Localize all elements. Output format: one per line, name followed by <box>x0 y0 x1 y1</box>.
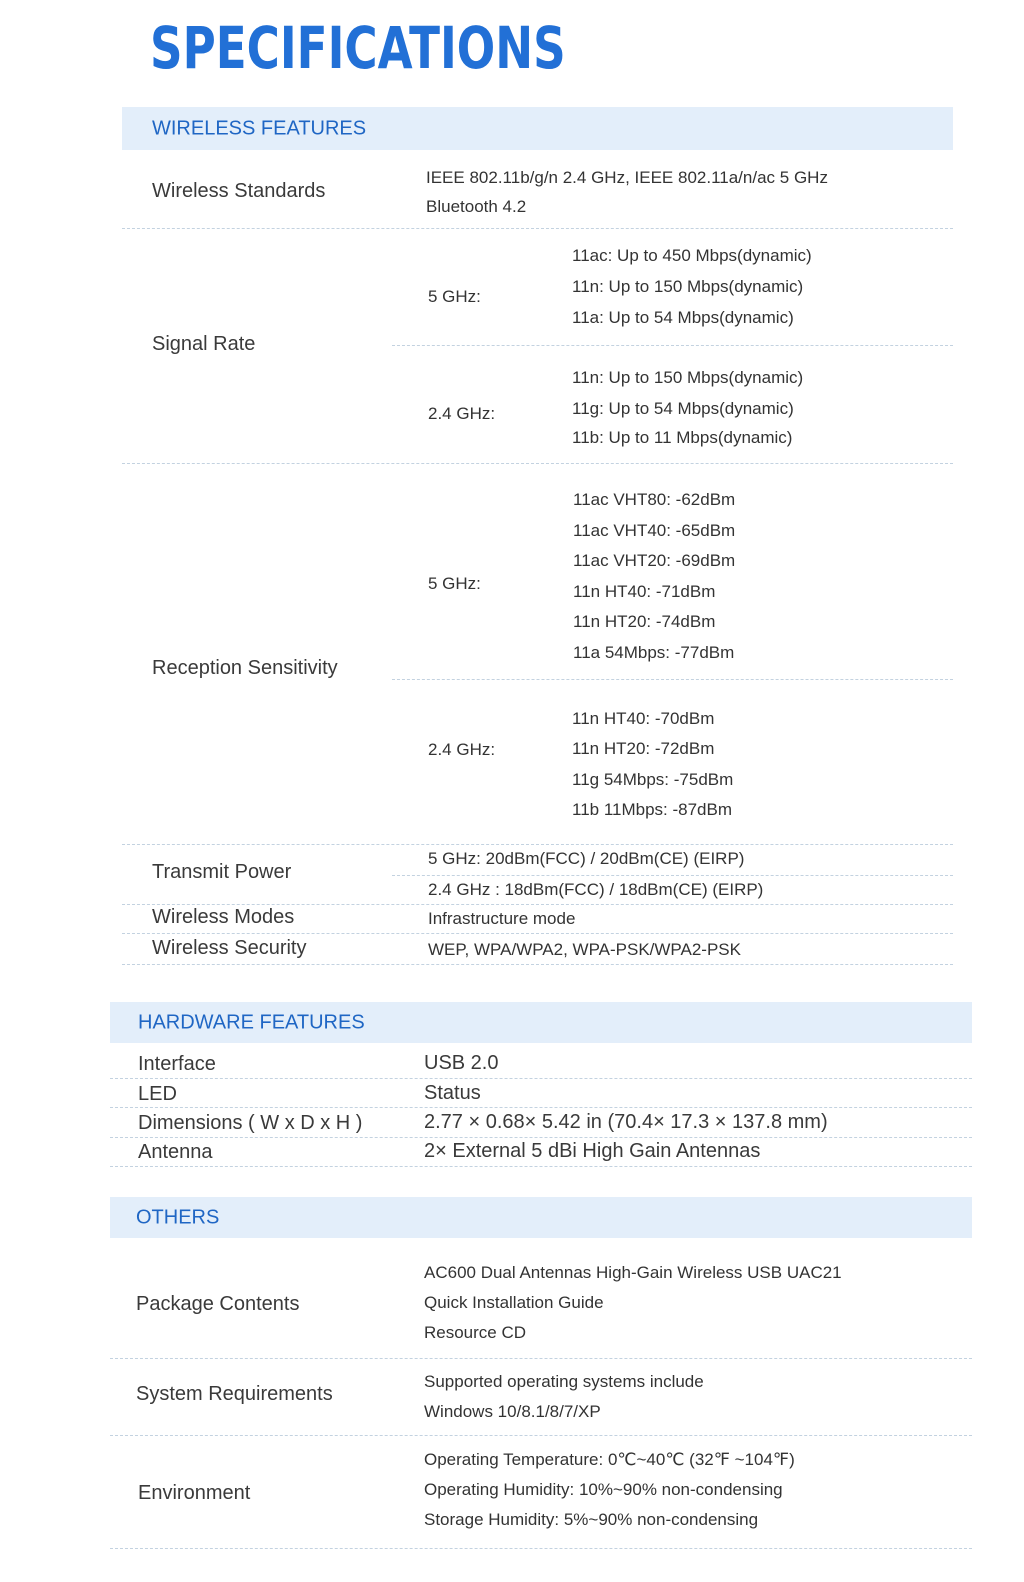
divider <box>110 1078 972 1079</box>
label-package-contents: Package Contents <box>136 1293 300 1315</box>
environment-line: Storage Humidity: 5%~90% non-condensing <box>424 1510 759 1529</box>
reception-5ghz-line: 11n HT40: -71dBm <box>573 582 716 601</box>
section-header-others <box>110 1197 972 1238</box>
divider <box>110 1548 972 1549</box>
band-label-reception-24ghz: 2.4 GHz: <box>428 740 496 759</box>
section-header-hardware <box>110 1002 972 1043</box>
system-line: Windows 10/8.1/8/7/XP <box>424 1402 601 1421</box>
reception-24ghz-line: 11b 11Mbps: -87dBm <box>572 800 733 819</box>
band-label-signal-24ghz: 2.4 GHz: <box>428 404 496 423</box>
section-header-wireless <box>122 107 953 150</box>
divider <box>122 228 953 229</box>
reception-5ghz-line: 11n HT20: -74dBm <box>573 612 716 631</box>
label-wireless-security: Wireless Security <box>152 937 307 959</box>
transmit-line: 2.4 GHz : 18dBm(FCC) / 18dBm(CE) (EIRP) <box>428 880 764 899</box>
label-transmit-power: Transmit Power <box>152 861 292 883</box>
section-title-others: OTHERS <box>136 1206 220 1228</box>
signal-5ghz-line: 11a: Up to 54 Mbps(dynamic) <box>572 308 794 327</box>
signal-24ghz-line: 11g: Up to 54 Mbps(dynamic) <box>572 399 794 418</box>
divider <box>392 875 953 876</box>
reception-24ghz-line: 11n HT40: -70dBm <box>572 709 715 728</box>
label-reception-sensitivity: Reception Sensitivity <box>152 657 338 679</box>
value-wireless-standards-2: Bluetooth 4.2 <box>426 197 527 216</box>
reception-5ghz-line: 11ac VHT40: -65dBm <box>573 521 736 540</box>
value-interface: USB 2.0 <box>424 1052 499 1074</box>
label-dimensions: Dimensions ( W x D x H ) <box>138 1112 363 1134</box>
label-led: LED <box>138 1083 177 1105</box>
divider <box>110 1137 972 1138</box>
divider <box>122 904 953 905</box>
value-antenna: 2× External 5 dBi High Gain Antennas <box>424 1140 761 1162</box>
label-wireless-standards: Wireless Standards <box>152 180 326 202</box>
label-interface: Interface <box>138 1053 216 1075</box>
section-title-hardware: HARDWARE FEATURES <box>138 1011 365 1033</box>
divider <box>122 463 953 464</box>
signal-24ghz-line: 11n: Up to 150 Mbps(dynamic) <box>572 368 804 387</box>
reception-5ghz-line: 11ac VHT80: -62dBm <box>573 490 736 509</box>
label-wireless-modes: Wireless Modes <box>152 906 295 928</box>
system-line: Supported operating systems include <box>424 1372 704 1391</box>
divider <box>122 844 953 845</box>
environment-line: Operating Humidity: 10%~90% non-condensing <box>424 1480 783 1499</box>
band-label-reception-5ghz: 5 GHz: <box>428 574 481 593</box>
divider <box>110 1358 972 1359</box>
divider <box>392 345 953 346</box>
environment-line: Operating Temperature: 0℃~40℃ (32℉ ~104℉) <box>424 1450 795 1469</box>
value-wireless-standards-1: IEEE 802.11b/g/n 2.4 GHz, IEEE 802.11a/n/ac 5 GHz <box>426 168 828 187</box>
reception-5ghz-line: 11a 54Mbps: -77dBm <box>573 643 735 662</box>
reception-24ghz-line: 11n HT20: -72dBm <box>572 739 715 758</box>
divider <box>110 1166 972 1167</box>
label-environment: Environment <box>138 1482 251 1504</box>
reception-5ghz-line: 11ac VHT20: -69dBm <box>573 551 736 570</box>
signal-5ghz-line: 11ac: Up to 450 Mbps(dynamic) <box>572 246 812 265</box>
package-line: AC600 Dual Antennas High-Gain Wireless USB UAC21 <box>424 1263 842 1282</box>
band-label-signal-5ghz: 5 GHz: <box>428 287 481 306</box>
section-title-wireless: WIRELESS FEATURES <box>152 117 367 139</box>
page-title: SPECIFICATIONS <box>150 14 566 82</box>
transmit-line: 5 GHz: 20dBm(FCC) / 20dBm(CE) (EIRP) <box>428 849 745 868</box>
value-wireless-modes: Infrastructure mode <box>428 909 576 928</box>
package-line: Resource CD <box>424 1323 527 1342</box>
divider <box>110 1107 972 1108</box>
value-led: Status <box>424 1082 481 1104</box>
signal-5ghz-line: 11n: Up to 150 Mbps(dynamic) <box>572 277 804 296</box>
label-antenna: Antenna <box>138 1141 213 1163</box>
package-line: Quick Installation Guide <box>424 1293 604 1312</box>
reception-24ghz-line: 11g 54Mbps: -75dBm <box>572 770 734 789</box>
divider <box>122 933 953 934</box>
value-dimensions: 2.77 × 0.68× 5.42 in (70.4× 17.3 × 137.8 mm) <box>424 1111 828 1133</box>
label-signal-rate: Signal Rate <box>152 333 256 355</box>
divider <box>392 679 953 680</box>
divider <box>122 964 953 965</box>
label-system-requirements: System Requirements <box>136 1383 333 1405</box>
value-wireless-security: WEP, WPA/WPA2, WPA-PSK/WPA2-PSK <box>428 940 741 959</box>
divider <box>110 1435 972 1436</box>
signal-24ghz-line: 11b: Up to 11 Mbps(dynamic) <box>572 428 793 447</box>
